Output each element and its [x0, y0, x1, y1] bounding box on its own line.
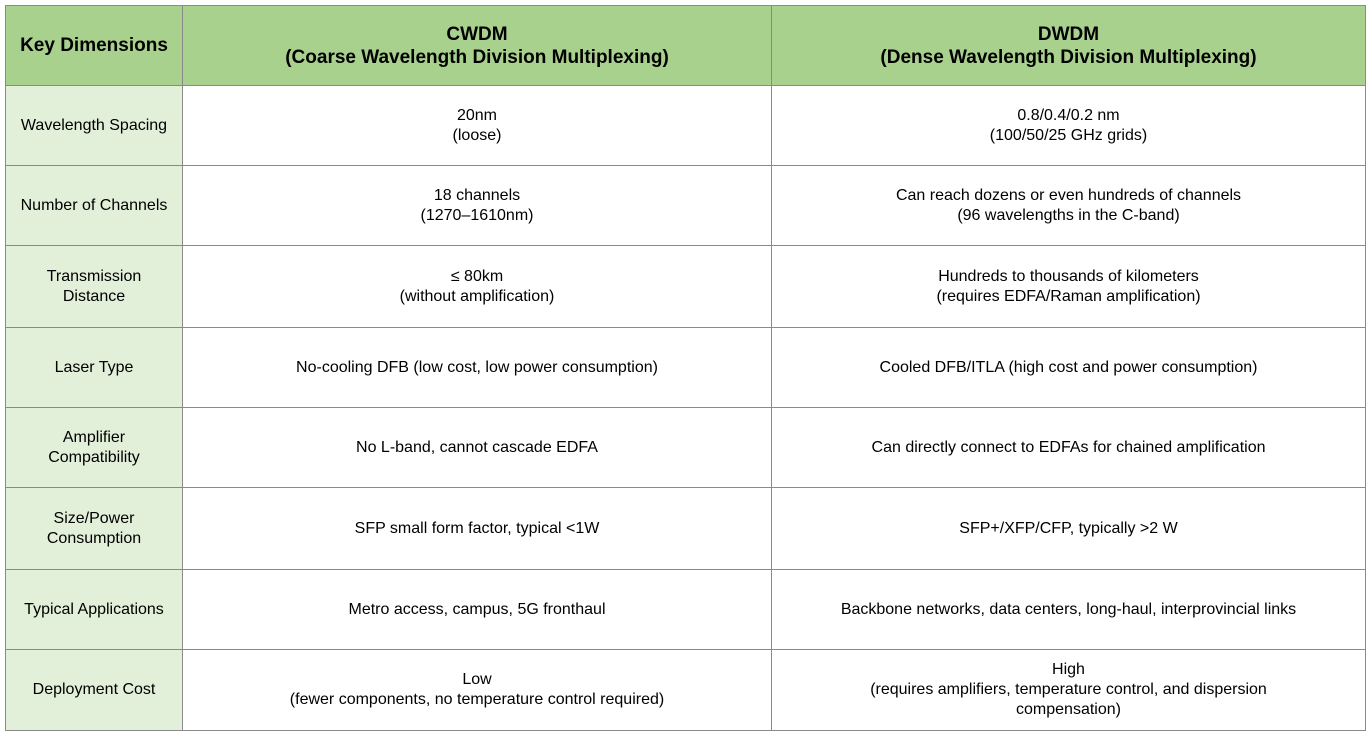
table-row	[6, 86, 1366, 166]
header-cwdm-full: (Coarse Wavelength Division Multiplexing)	[285, 46, 669, 68]
cwdm-value-text: ≤ 80km	[450, 267, 504, 285]
row-label-cell	[6, 86, 183, 166]
cwdm-value-text: SFP small form factor, typical <1W	[354, 519, 600, 537]
row-label-cell	[6, 408, 183, 488]
table-row	[6, 570, 1366, 650]
cwdm-value-text: (without amplification)	[399, 287, 555, 305]
dwdm-value-text: compensation)	[1016, 701, 1121, 718]
table-row	[6, 166, 1366, 246]
header-row	[6, 6, 1366, 86]
dwdm-value-text: Can reach dozens or even hundreds of channels	[895, 186, 1242, 204]
row-label-cell	[6, 650, 183, 731]
dwdm-value-cell	[772, 166, 1366, 246]
dwdm-value-text: (96 wavelengths in the C-band)	[957, 206, 1180, 224]
cwdm-value-text: Low	[462, 671, 492, 688]
cwdm-value-text: No-cooling DFB (low cost, low power consumption)	[296, 358, 658, 376]
header-key-dimensions	[6, 6, 183, 86]
dwdm-value-cell	[772, 650, 1366, 731]
dwdm-value-cell	[772, 408, 1366, 488]
dwdm-value-cell	[772, 488, 1366, 570]
cwdm-value-text: (fewer components, no temperature control required)	[289, 691, 665, 708]
cwdm-value-cell	[183, 246, 772, 328]
dwdm-value-text: 0.8/0.4/0.2 nm	[1017, 106, 1120, 124]
table-row	[6, 246, 1366, 328]
header-cwdm	[183, 6, 772, 86]
dwdm-value-text: (100/50/25 GHz grids)	[989, 126, 1148, 144]
cwdm-value-cell	[183, 488, 772, 570]
row-label-cell	[6, 328, 183, 408]
dwdm-value-cell	[772, 246, 1366, 328]
row-label-cell	[6, 246, 183, 328]
cwdm-value-cell	[183, 408, 772, 488]
cwdm-value-cell	[183, 570, 772, 650]
row-label-cell	[6, 488, 183, 570]
row-label-text: Laser Type	[54, 358, 134, 376]
cwdm-value-text: (1270–1610nm)	[420, 206, 534, 224]
cwdm-value-cell	[183, 166, 772, 246]
header-dwdm	[772, 6, 1366, 86]
row-label-text: Compatibility	[48, 448, 140, 466]
row-label-text: Typical Applications	[24, 600, 164, 618]
dwdm-value-text: SFP+/XFP/CFP, typically >2 W	[959, 519, 1178, 537]
row-label-text: Wavelength Spacing	[20, 116, 168, 134]
row-label-text: Consumption	[46, 529, 142, 547]
row-label-text: Transmission	[46, 267, 142, 285]
dwdm-value-text: High	[1052, 661, 1085, 678]
cwdm-value-text: 20nm	[456, 106, 498, 124]
row-label-text: Amplifier	[62, 428, 126, 446]
dwdm-value-cell	[772, 86, 1366, 166]
dwdm-value-cell	[772, 570, 1366, 650]
row-label-cell	[6, 166, 183, 246]
dwdm-value-text: Cooled DFB/ITLA (high cost and power consumption)	[879, 358, 1258, 376]
row-label-cell	[6, 570, 183, 650]
cwdm-value-cell	[183, 328, 772, 408]
table-header	[6, 6, 1366, 86]
dwdm-value-text: (requires amplifiers, temperature control, and dispersion	[870, 681, 1267, 698]
cwdm-value-text: (loose)	[452, 126, 502, 144]
table-body	[6, 86, 1366, 731]
cwdm-value-cell	[183, 86, 772, 166]
header-cwdm-abbr: CWDM	[446, 23, 508, 45]
row-label-text: Size/Power	[53, 509, 135, 527]
comparison-table	[5, 5, 1366, 731]
header-dwdm-abbr: DWDM	[1037, 23, 1100, 45]
cwdm-value-text: No L-band, cannot cascade EDFA	[356, 438, 598, 456]
table-row	[6, 408, 1366, 488]
dwdm-value-text: (requires EDFA/Raman amplification)	[936, 287, 1201, 305]
dwdm-value-text: Backbone networks, data centers, long-haul, interprovincial links	[840, 600, 1297, 618]
row-label-text: Deployment Cost	[32, 681, 156, 698]
dwdm-value-text: Can directly connect to EDFAs for chained amplification	[871, 438, 1266, 456]
cwdm-value-cell	[183, 650, 772, 731]
dwdm-value-text: Hundreds to thousands of kilometers	[938, 267, 1199, 285]
dwdm-value-cell	[772, 328, 1366, 408]
cwdm-value-text: Metro access, campus, 5G fronthaul	[348, 600, 606, 618]
header-key-dimensions-text: Key Dimensions	[20, 35, 168, 56]
row-label-text: Number of Channels	[20, 196, 168, 214]
row-label-text: Distance	[62, 287, 126, 305]
cwdm-value-text: 18 channels	[433, 186, 521, 204]
table-row	[6, 488, 1366, 570]
table-row	[6, 650, 1366, 731]
table-row	[6, 328, 1366, 408]
header-dwdm-full: (Dense Wavelength Division Multiplexing)	[880, 46, 1257, 68]
